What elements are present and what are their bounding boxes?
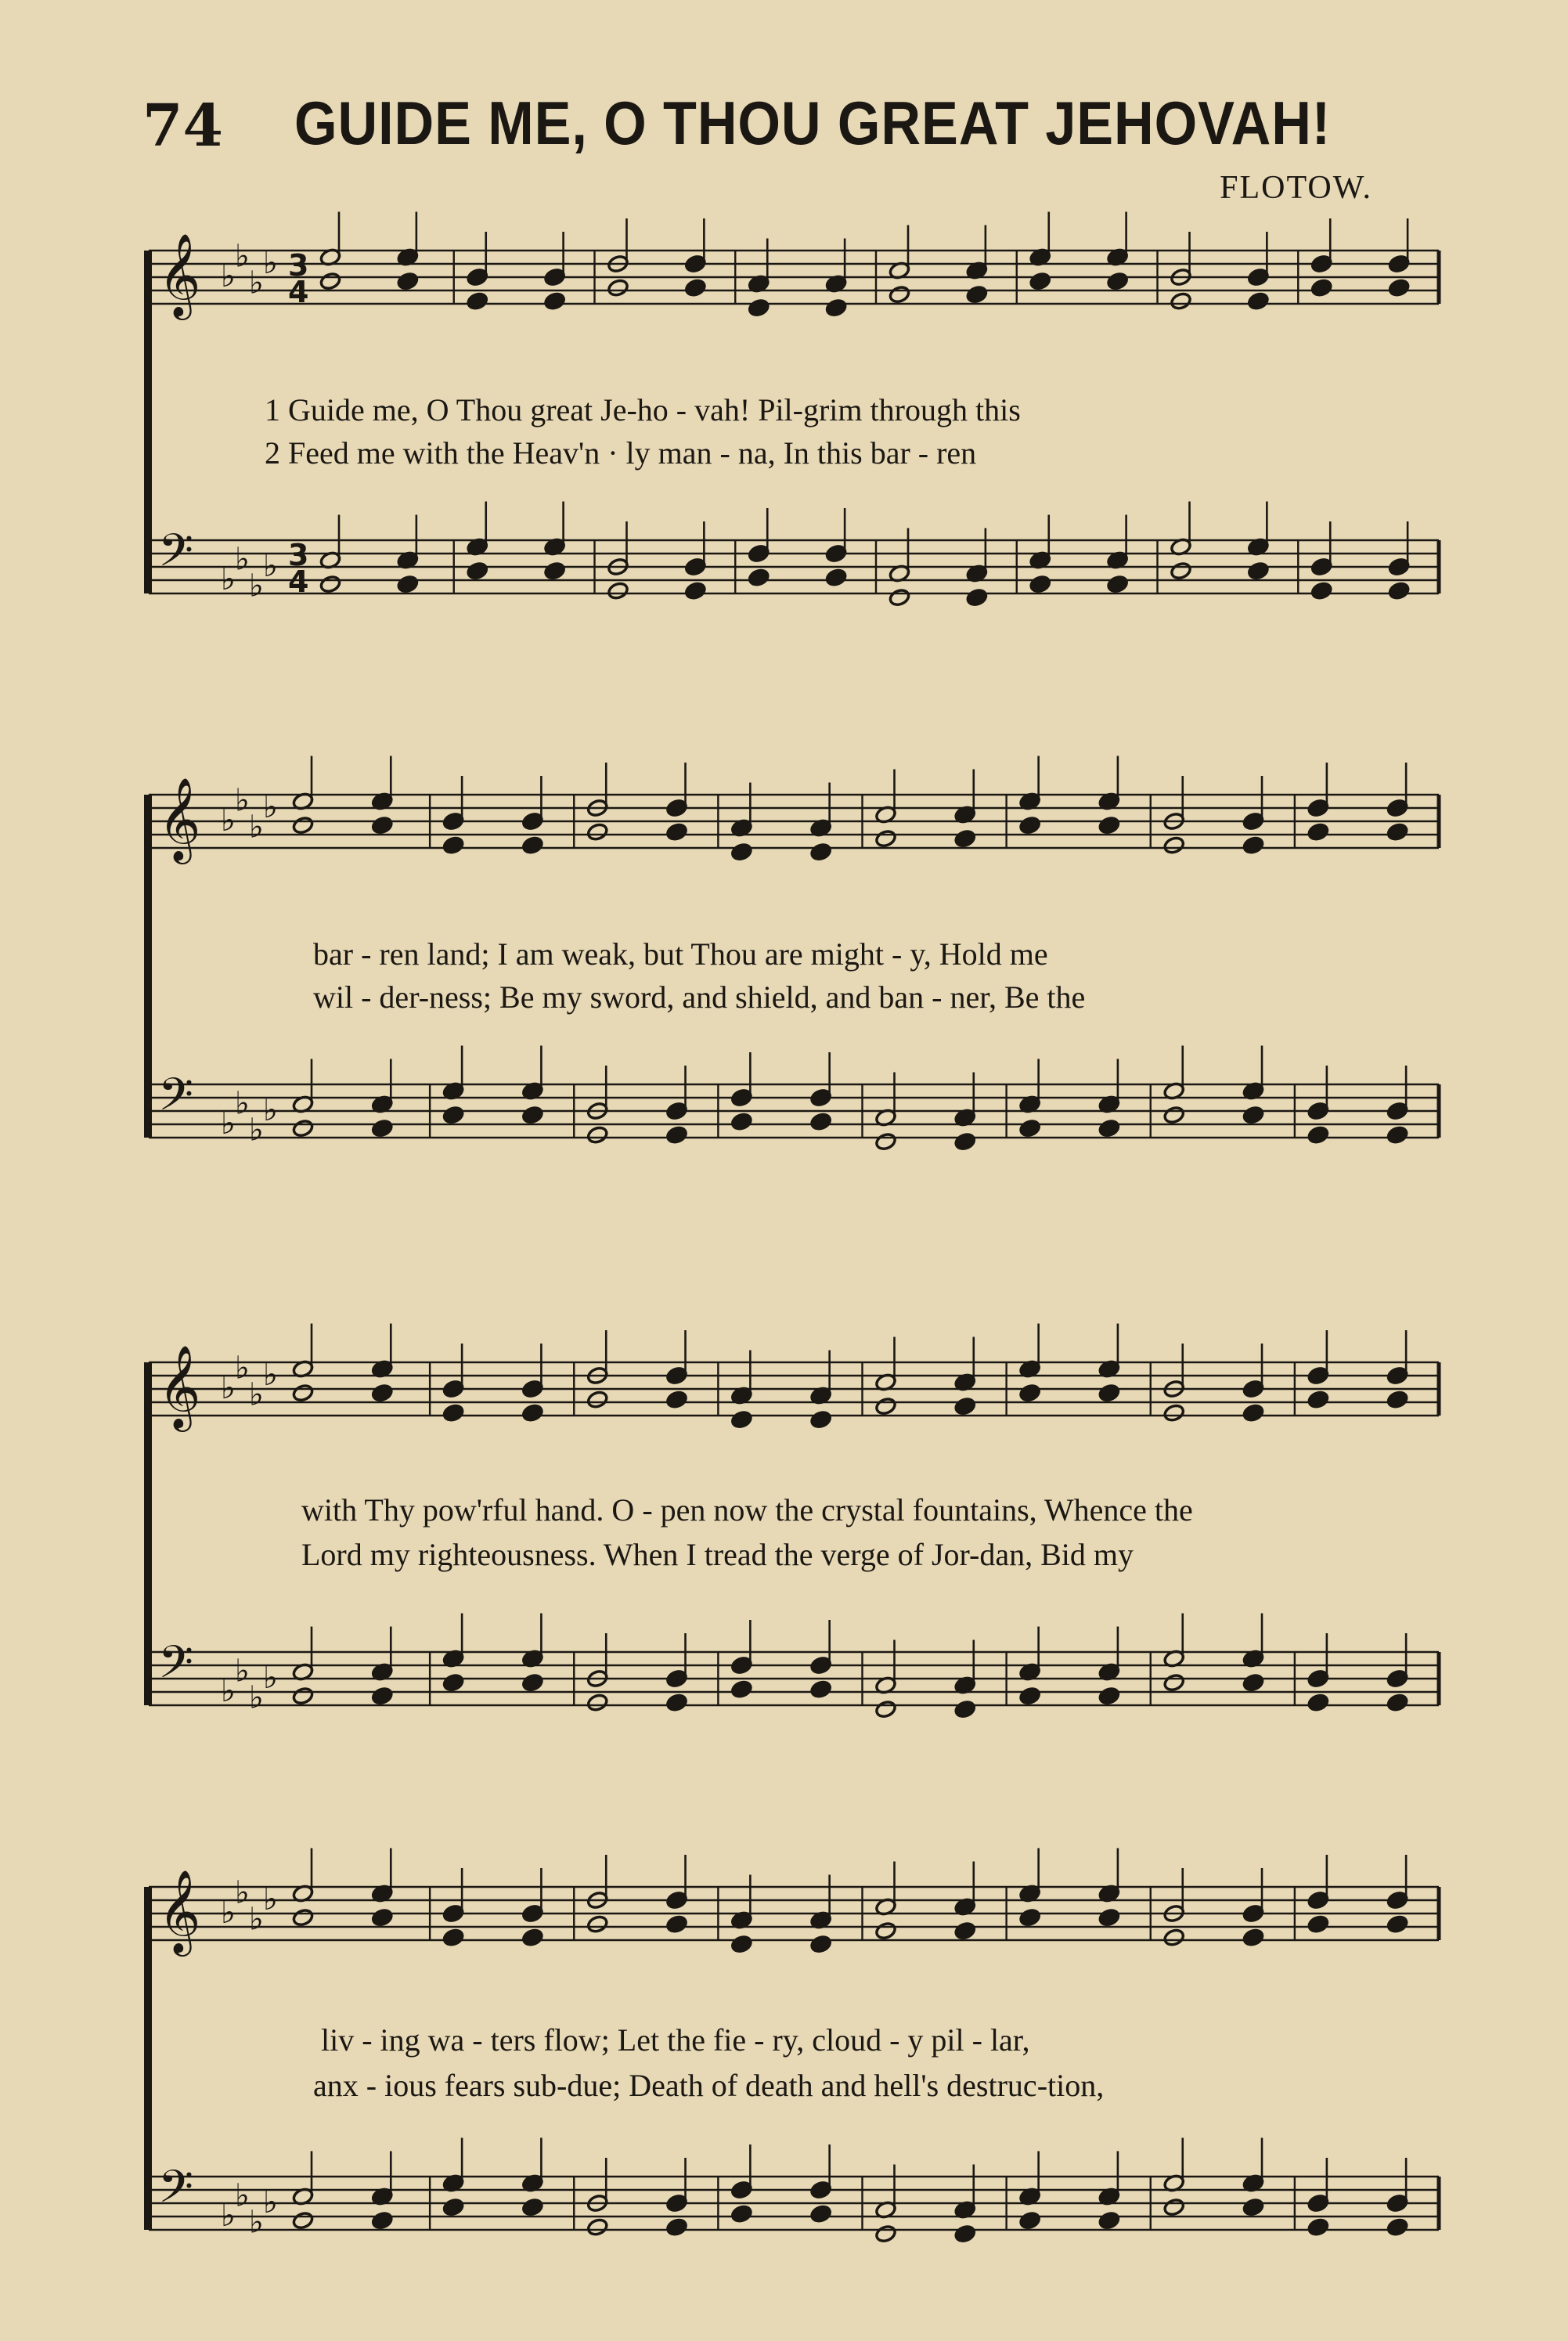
note-head [442,1403,465,1423]
note-head [1029,575,1051,594]
note-head [684,278,707,298]
note-head [889,588,911,608]
note-head [1018,1908,1041,1928]
flat-sign: ♭ [235,1350,250,1387]
flat-sign: ♭ [263,548,278,584]
note-head [1162,1106,1185,1125]
flat-sign: ♭ [221,2198,236,2234]
lyric-line-4-verse-1: liv - ing wa - ters flow; Let the fie - ry, cloud - y pil - lar, [321,2022,1030,2058]
note-head [521,1106,544,1125]
flat-sign: ♭ [235,238,250,275]
note-head [586,1693,609,1712]
flat-sign: ♭ [249,1679,264,1716]
note-head [665,1125,688,1145]
note-head [607,278,629,298]
flat-sign: ♭ [249,1376,264,1413]
note-head [953,1397,976,1416]
note-head [371,1686,394,1706]
note-head [1162,2198,1185,2217]
note-head [809,1935,832,1954]
note-head [292,1119,315,1138]
lyric-line-2-verse-2: wil - der-ness; Be my sword, and shield, and ban - ner, Be the [313,979,1086,1015]
flat-sign: ♭ [263,2184,278,2220]
note-head [1307,1125,1330,1145]
note-head [809,1679,832,1699]
note-head [1170,561,1192,581]
flat-sign: ♭ [221,1106,236,1142]
bass-clef: 𝄢 [158,1636,194,1700]
note-head [1098,1119,1121,1138]
flat-sign: ♭ [263,789,278,825]
note-head [442,835,465,855]
note-head [1307,1914,1330,1934]
note-head [748,568,770,587]
note-head [1170,291,1192,311]
note-head [953,1132,976,1152]
note-head [730,1112,753,1131]
flat-sign: ♭ [263,245,278,281]
flat-sign: ♭ [249,265,264,301]
note-head [1388,581,1411,601]
note-head [665,822,688,842]
music-system-2 [0,756,1568,1217]
treble-staff [149,1324,1439,1433]
note-head [442,1106,465,1125]
flat-sign: ♭ [221,1370,236,1406]
flat-sign: ♭ [221,561,236,597]
note-head [292,816,315,835]
note-head [825,298,848,318]
note-head [521,835,544,855]
treble-clef: 𝄞 [158,1344,201,1428]
system-bracket [144,795,152,1138]
note-head [319,272,342,291]
note-head [371,1908,394,1928]
note-head [966,285,989,305]
note-head [1242,1928,1265,1947]
note-head [825,568,848,587]
note-head [1242,1403,1265,1423]
bass-clef: 𝄢 [158,2160,194,2224]
note-head [1162,1928,1185,1947]
flat-sign: ♭ [249,1901,264,1938]
note-head [1307,1693,1330,1712]
flat-sign: ♭ [249,809,264,846]
bass-staff [149,1614,1439,1719]
flat-sign: ♭ [249,1112,264,1149]
composer: FLOTOW. [1220,170,1372,206]
note-head [1386,1914,1409,1934]
note-head [1162,1673,1185,1693]
note-head [1386,1693,1409,1712]
note-head [730,1410,753,1430]
music-system-4 [0,1848,1568,2310]
note-head [1242,1673,1265,1693]
treble-clef: 𝄞 [158,1869,201,1953]
note-head [1106,575,1129,594]
note-head [1386,822,1409,842]
note-head [1388,278,1411,298]
note-head [521,1928,544,1947]
flat-sign: ♭ [235,1874,250,1911]
note-head [966,588,989,608]
note-head [371,1119,394,1138]
note-head [371,1383,394,1403]
note-head [730,842,753,862]
note-head [1386,2217,1409,2237]
hymn-title: GUIDE ME, O THOU GREAT JEHOVAH! [294,88,1332,157]
note-head [1242,835,1265,855]
flat-sign: ♭ [221,803,236,839]
flat-sign: ♭ [263,1092,278,1128]
music-system-1 [0,211,1568,673]
note-head [874,1921,897,1941]
note-head [809,1112,832,1131]
time-signature-bottom: 4 [288,275,309,309]
note-head [371,816,394,835]
note-head [1386,1125,1409,1145]
lyric-line-3-verse-2: Lord my righteousness. When I tread the verge of Jor-dan, Bid my [301,1537,1134,1572]
note-head [730,1679,753,1699]
note-head [543,291,566,311]
note-head [1098,1908,1121,1928]
note-head [292,1383,315,1403]
note-head [586,822,609,842]
flat-sign: ♭ [235,1653,250,1690]
note-head [1242,2198,1265,2217]
note-head [1310,581,1333,601]
note-head [809,1410,832,1430]
note-head [442,1928,465,1947]
note-head [521,1673,544,1693]
note-head [1106,272,1129,291]
note-head [1018,1686,1041,1706]
note-head [586,2217,609,2237]
note-head [665,1914,688,1934]
bass-staff [149,2138,1439,2244]
flat-sign: ♭ [221,258,236,294]
note-head [1018,816,1041,835]
note-head [1386,1390,1409,1409]
note-head [1242,1106,1265,1125]
note-head [748,298,770,318]
note-head [1307,1390,1330,1409]
note-head [442,2198,465,2217]
flat-sign: ♭ [235,541,250,578]
note-head [665,1390,688,1409]
flat-sign: ♭ [263,1660,278,1696]
note-head [1307,2217,1330,2237]
note-head [1018,1383,1041,1403]
note-head [953,829,976,849]
note-head [1098,2211,1121,2231]
note-head [1098,1383,1121,1403]
lyric-line-3-verse-1: with Thy pow'rful hand. O - pen now the crystal fountains, Whence the [301,1492,1193,1528]
note-head [319,575,342,594]
note-head [586,1390,609,1409]
note-head [543,561,566,581]
treble-staff [149,756,1439,865]
time-signature-top: 3 [288,538,309,572]
lyric-line-1-verse-2: 2 Feed me with the Heav'n · ly man - na, In this bar - ren [265,435,977,471]
note-head [292,2211,315,2231]
treble-clef: 𝄞 [158,233,201,316]
note-head [874,829,897,849]
note-head [1162,835,1185,855]
note-head [874,1132,897,1152]
note-head [1018,2211,1041,2231]
note-head [371,2211,394,2231]
music-system-3 [0,1323,1568,1785]
note-head [874,1700,897,1719]
note-head [730,1935,753,1954]
flat-sign: ♭ [249,568,264,604]
note-head [809,2204,832,2224]
bass-clef: 𝄢 [158,524,194,588]
note-head [292,1686,315,1706]
flat-sign: ♭ [235,1085,250,1122]
note-head [953,2224,976,2244]
note-head [953,1921,976,1941]
note-head [1310,278,1333,298]
system-bracket [144,1887,152,2230]
note-head [292,1908,315,1928]
lyric-line-1-verse-1: 1 Guide me, O Thou great Je-ho - vah! Pil-grim through this [265,392,1021,427]
flat-sign: ♭ [221,1673,236,1709]
system-bracket [144,1362,152,1705]
flat-sign: ♭ [221,1895,236,1931]
note-head [607,581,629,601]
bass-staff [149,1046,1439,1152]
page-number: 74 [142,92,223,160]
note-head [586,1125,609,1145]
lyric-line-2-verse-1: bar - ren land; I am weak, but Thou are might - y, Hold me [313,936,1048,972]
lyric-line-4-verse-2: anx - ious fears sub-due; Death of death and hell's destruc-tion, [313,2068,1105,2103]
flat-sign: ♭ [249,2204,264,2241]
note-head [1018,1119,1041,1138]
note-head [1029,272,1051,291]
note-head [466,291,488,311]
note-head [874,2224,897,2244]
note-head [586,1914,609,1934]
note-head [1098,816,1121,835]
note-head [874,1397,897,1416]
note-head [889,285,911,305]
bass-staff [149,502,1439,608]
note-head [730,2204,753,2224]
bass-clef: 𝄢 [158,1068,194,1132]
treble-clef: 𝄞 [158,777,201,860]
time-signature-bottom: 4 [288,565,309,599]
treble-staff [149,212,1439,321]
note-head [1247,291,1270,311]
note-head [521,1403,544,1423]
note-head [1098,1686,1121,1706]
note-head [442,1673,465,1693]
note-head [1307,822,1330,842]
note-head [809,842,832,862]
note-head [665,2217,688,2237]
time-signature-top: 3 [288,248,309,283]
flat-sign: ♭ [235,782,250,819]
note-head [684,581,707,601]
flat-sign: ♭ [235,2177,250,2214]
note-head [397,575,420,594]
note-head [1247,561,1270,581]
flat-sign: ♭ [263,1881,278,1917]
note-head [665,1693,688,1712]
flat-sign: ♭ [263,1357,278,1393]
note-head [521,2198,544,2217]
system-bracket [144,251,152,593]
note-head [466,561,488,581]
treble-staff [149,1849,1439,1957]
note-head [953,1700,976,1719]
note-head [397,272,420,291]
note-head [1162,1403,1185,1423]
